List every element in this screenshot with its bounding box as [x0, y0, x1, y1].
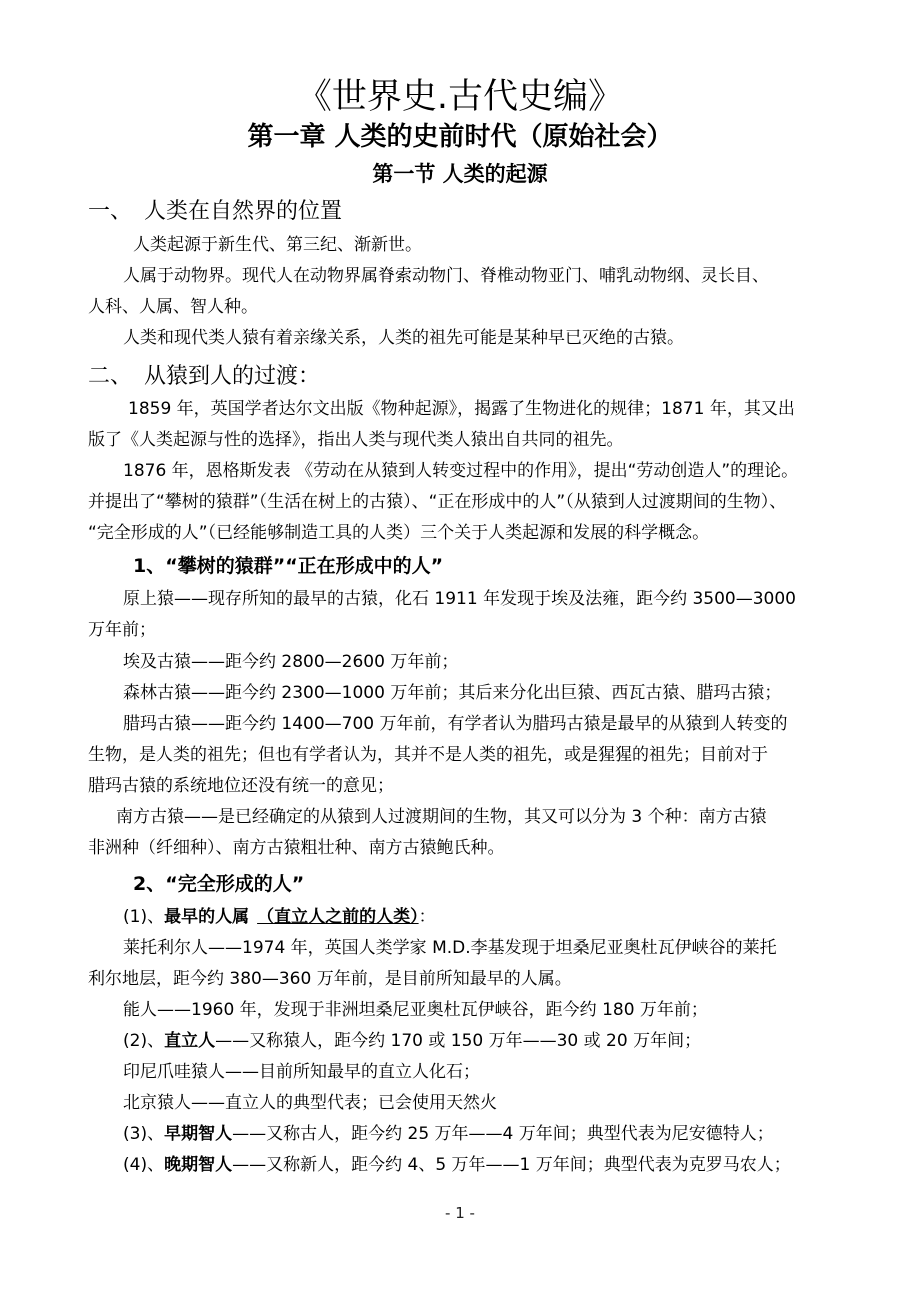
- chapter-heading: 第一章 人类的史前时代（原始社会）: [247, 122, 673, 152]
- list-item-continued: 非洲种（纤细种）、南方古猿粗壮种、南方古猿鲍氏种。: [88, 838, 505, 858]
- heading-number: 二、: [88, 364, 133, 389]
- paragraph: 1859 年，英国学者达尔文出版《物种起源》，揭露了生物进化的规律；1871 年，其又出: [128, 399, 795, 419]
- item-text: ——又称新人，距今约 4、5 万年——1 万年间；典型代表为克罗马农人；: [232, 1155, 791, 1175]
- item-earliest-homo: [123, 909, 436, 926]
- item-label: 早期智人: [164, 1124, 233, 1144]
- paragraph: 人类和现代类人猿有着亲缘关系，人类的祖先可能是某种早已灭绝的古猿。: [123, 328, 684, 348]
- paragraph-continued: 并提出了“攀树的猿群”（生活在树上的古猿）、“正在形成中的人”（从猿到人过渡期间的生物）、: [88, 492, 787, 512]
- list-item: 莱托利尔人——1974 年，英国人类学家 M.D.李基发现于坦桑尼亚奥杜瓦伊峡谷的莱托: [123, 938, 777, 958]
- list-item: 原上猿——现存所知的最早的古猿，化石 1911 年发现于埃及法雍，距今约 3500—3000: [123, 589, 797, 609]
- list-item: 埃及古猿——距今约 2800—2600 万年前；: [123, 652, 459, 672]
- list-item: 北京猿人——直立人的典型代表；已会使用天然火: [123, 1093, 497, 1113]
- subheading-tree-apes: 1、“攀树的猿群”“正在形成中的人”: [133, 555, 444, 577]
- item-label: 最早的人属: [164, 907, 250, 927]
- subheading-fully-formed: 2、“完全形成的人”: [133, 873, 305, 895]
- item-text: ——又称古人，距今约 25 万年——4 万年间；典型代表为尼安德特人；: [232, 1124, 774, 1144]
- item-homo-erectus: [123, 1033, 701, 1050]
- heading-number: 一、: [88, 199, 133, 224]
- item-early-sapiens: [123, 1126, 774, 1143]
- list-item: 南方古猿——是已经确定的从猿到人过渡期间的生物，其又可以分为 3 个种：南方古猿: [116, 807, 767, 827]
- list-item-continued: 万年前；: [88, 620, 156, 640]
- item-number: (3)、: [123, 1124, 165, 1144]
- item-late-sapiens: [123, 1157, 791, 1174]
- list-item: 印尼爪哇猿人——目前所知最早的直立人化石；: [123, 1062, 480, 1082]
- paragraph: 1876 年，恩格斯发表 《劳动在从猿到人转变过程中的作用》，提出“劳动创造人”的理论。: [123, 461, 799, 481]
- list-item-continued: 生物，是人类的祖先；但也有学者认为，其并不是人类的祖先，或是猩猩的祖先；目前对于: [88, 745, 768, 765]
- paragraph: 人类起源于新生代、第三纪、渐新世。: [133, 235, 422, 255]
- list-item: 森林古猿——距今约 2300—1000 万年前；其后来分化出巨猿、西瓦古猿、腊玛古猿；: [123, 683, 782, 703]
- document-title: 《世界史.古代史编》: [296, 77, 624, 117]
- list-item: 能人——1960 年，发现于非洲坦桑尼亚奥杜瓦伊峡谷，距今约 180 万年前；: [123, 1000, 708, 1020]
- section-heading: 第一节 人类的起源: [372, 162, 548, 186]
- list-item: 腊玛古猿——距今约 1400—700 万年前，有学者认为腊玛古猿是最早的从猿到人转变的: [123, 714, 788, 734]
- item-number: (2)、: [123, 1031, 165, 1051]
- item-note: （直立人之前的人类）: [257, 907, 419, 927]
- list-item-continued: 腊玛古猿的系统地位还没有统一的意见；: [88, 776, 394, 796]
- item-label: 晚期智人: [164, 1155, 233, 1175]
- item-colon: ：: [418, 907, 436, 927]
- heading-nature-position: [88, 201, 342, 223]
- paragraph-continued: 人科、人属、智人种。: [88, 297, 258, 317]
- heading-text: 从猿到人的过渡：: [144, 364, 321, 389]
- heading-ape-to-human: [88, 366, 320, 388]
- heading-text: 人类在自然界的位置: [144, 199, 343, 224]
- item-text: ——又称猿人，距今约 170 或 150 万年——30 或 20 万年间；: [215, 1031, 702, 1051]
- page-number: - 1 -: [445, 1204, 475, 1222]
- paragraph-continued: “完全形成的人”（已经能够制造工具的人类）三个关于人类起源和发展的科学概念。: [88, 523, 710, 543]
- item-label: 直立人: [164, 1031, 216, 1051]
- item-number: (4)、: [123, 1155, 165, 1175]
- item-number: (1)、: [123, 907, 165, 927]
- paragraph: 人属于动物界。现代人在动物界属脊索动物门、脊椎动物亚门、哺乳动物纲、灵长目、: [123, 266, 769, 286]
- list-item-continued: 利尔地层，距今约 380—360 万年前，是目前所知最早的人属。: [88, 969, 572, 989]
- paragraph-continued: 版了《人类起源与性的选择》，指出人类与现代类人猿出自共同的祖先。: [88, 430, 624, 450]
